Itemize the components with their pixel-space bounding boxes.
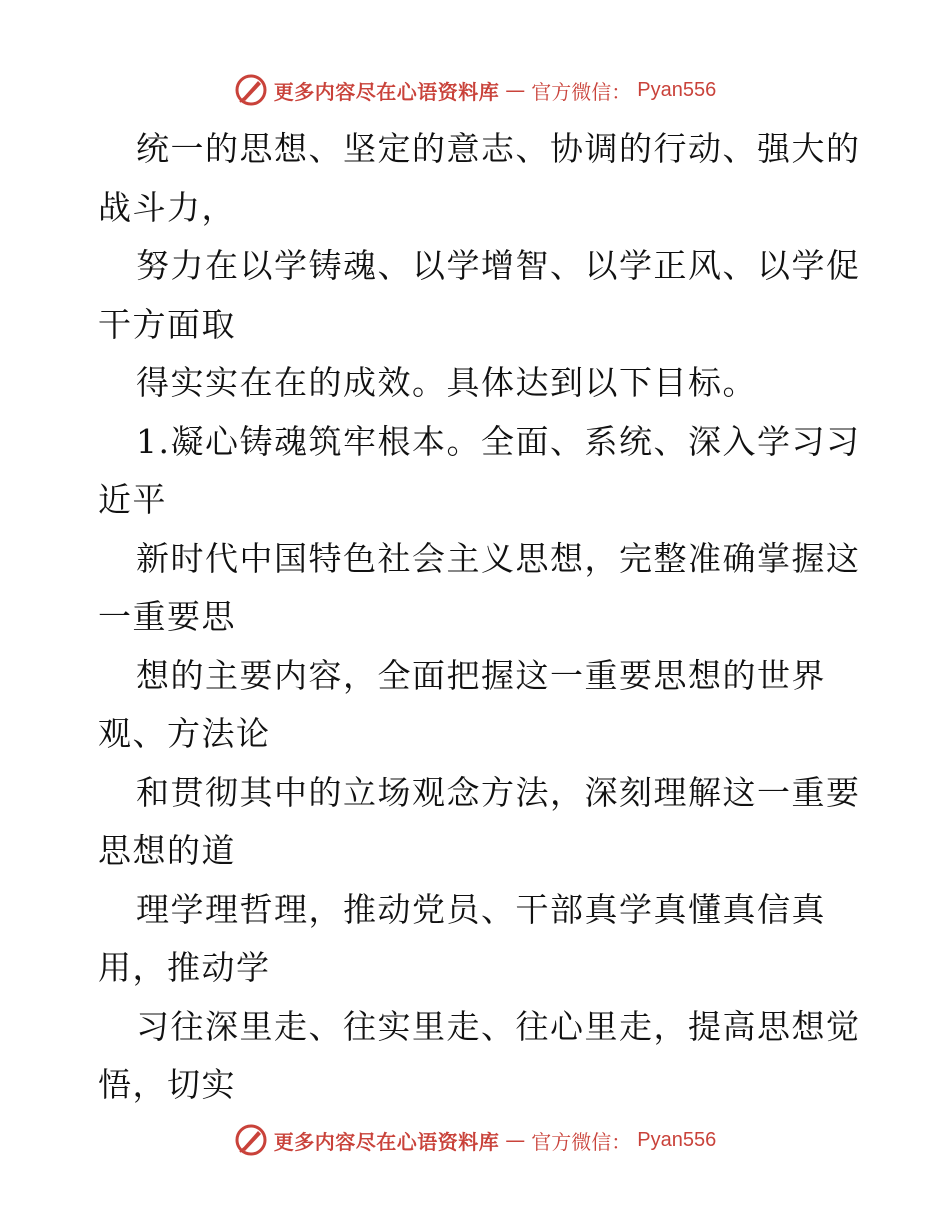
quill-logo-icon <box>234 73 268 107</box>
watermark-wechat-id: Pyan556 <box>637 78 717 101</box>
text-line: 习往深里走、往实里走、往心里走，提高思想觉 <box>136 1006 861 1046</box>
watermark-dash: — <box>505 78 526 102</box>
text-line: 近平 <box>98 480 167 519</box>
watermark-dash: — <box>505 1128 526 1152</box>
header-watermark <box>0 70 950 110</box>
text-line: 干方面取 <box>98 304 236 344</box>
document-body <box>98 120 861 1115</box>
text-line: 一重要思 <box>98 597 236 636</box>
text-line: 努力在以学铸魂、以学增智、以学正风、以学促 <box>136 246 861 285</box>
footer-watermark <box>0 1120 950 1160</box>
watermark-wechat-label: 官方微信： <box>531 79 632 104</box>
text-line: 思想的道 <box>98 831 236 870</box>
text-line: 统一的思想、坚定的意志、协调的行动、强大的 <box>136 129 861 168</box>
text-line: 和贯彻其中的立场观念方法，深刻理解这一重要 <box>136 772 861 812</box>
text-line: 悟，切实 <box>98 1065 236 1104</box>
text-line: 想的主要内容，全面把握这一重要思想的世界 <box>136 655 826 695</box>
watermark-wechat-id: Pyan556 <box>637 1128 717 1151</box>
text-line: 新时代中国特色社会主义思想，完整准确掌握这 <box>136 538 861 578</box>
text-line: 1.凝心铸魂筑牢根本。全面、系统、深入学习习 <box>136 421 861 461</box>
text-line: 战斗力， <box>98 187 236 227</box>
text-line: 得实实在在的成效。具体达到以下目标。 <box>136 363 757 402</box>
watermark-text: 更多内容尽在心语资料库 <box>273 1129 500 1154</box>
text-line: 理学理哲理，推动党员、干部真学真懂真信真 <box>136 889 826 929</box>
text-line: 观、方法论 <box>98 714 271 753</box>
watermark-text: 更多内容尽在心语资料库 <box>273 79 500 104</box>
watermark-wechat-label: 官方微信： <box>531 1129 632 1154</box>
text-line: 用，推动学 <box>98 948 271 987</box>
quill-logo-icon <box>234 1123 268 1157</box>
